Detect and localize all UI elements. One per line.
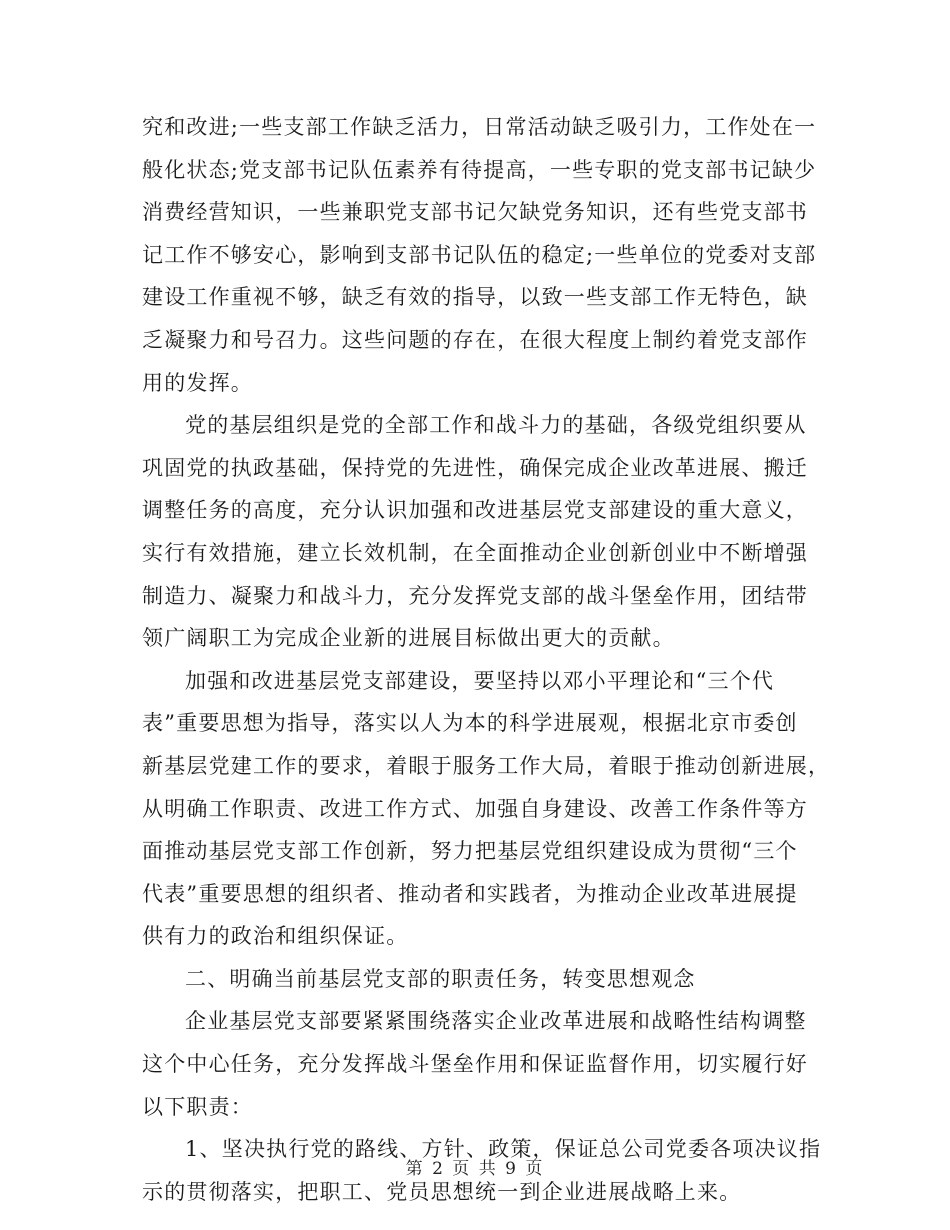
text-line: 面推动基层党支部工作创新，努力把基层党组织建设成为贯彻“三个 [142,839,798,864]
text-line: 建设工作重视不够，缺乏有效的指导，以致一些支部工作无特色，缺 [142,285,808,310]
document-body [142,106,831,1213]
text-line: 代表”重要思想的组织者、推动者和实践者，为推动企业改革进展提 [142,881,798,906]
list-item-first-line: 1、坚决执行党的路线、方针、政策，保证总公司党委各项决议指 [185,1137,822,1162]
section-heading: 二、明确当前基层党支部的职责任务，转变思想观念 [185,966,696,991]
paragraph-first-line: 加强和改进基层党支部建设，要坚持以邓小平理论和“三个代 [185,668,775,693]
text-line: 究和改进;一些支部工作缺乏活力，日常活动缺乏吸引力，工作处在一 [142,115,817,139]
text-line: 供有力的政治和组织保证。 [142,924,409,949]
text-line: 新基层党建工作的要求，着眼于服务工作大局，着眼于推动创新进展， [142,753,831,778]
text-line: 示的贯彻落实，把职工、党员思想统一到企业进展战略上来。 [142,1179,742,1204]
text-line: 实行有效措施，建立长效机制，在全面推动企业创新创业中不断增强 [142,540,808,565]
text-line: 这个中心任务，充分发挥战斗堡垒作用和保证监督作用，切实履行好 [142,1052,808,1077]
text-line: 用的发挥。 [142,370,253,395]
paragraph-first-line: 企业基层党支部要紧紧围绕落实企业改革进展和战略性结构调整 [185,1009,807,1034]
text-line: 消费经营知识，一些兼职党支部书记欠缺党务知识，还有些党支部书 [142,200,808,225]
paragraph-first-line: 党的基层组织是党的全部工作和战斗力的基础，各级党组织要从 [185,413,807,438]
text-line: 制造力、凝聚力和战斗力，充分发挥党支部的战斗堡垒作用，团结带 [142,583,808,608]
text-line: 表”重要思想为指导，落实以人为本的科学进展观，根据北京市委创 [142,711,798,736]
text-line: 从明确工作职责、改进工作方式、加强自身建设、改善工作条件等方 [142,796,808,821]
text-line: 般化状态;党支部书记队伍素养有待提高，一些专职的党支部书记缺少 [142,157,817,182]
page-number-footer: 第 2 页 共 9 页 [405,1159,545,1179]
text-line: 记工作不够安心，影响到支部书记队伍的稳定;一些单位的党委对支部 [142,242,817,267]
text-line: 乏凝聚力和号召力。这些问题的存在，在很大程度上制约着党支部作 [142,327,808,352]
text-line: 调整任务的高度，充分认识加强和改进基层党支部建设的重大意义， [142,498,808,523]
text-line: 以下职责： [142,1094,253,1119]
text-line: 领广阔职工为完成企业新的进展目标做出更大的贡献。 [142,626,675,651]
text-line: 巩固党的执政基础，保持党的先进性，确保完成企业改革进展、搬迁 [142,455,808,480]
